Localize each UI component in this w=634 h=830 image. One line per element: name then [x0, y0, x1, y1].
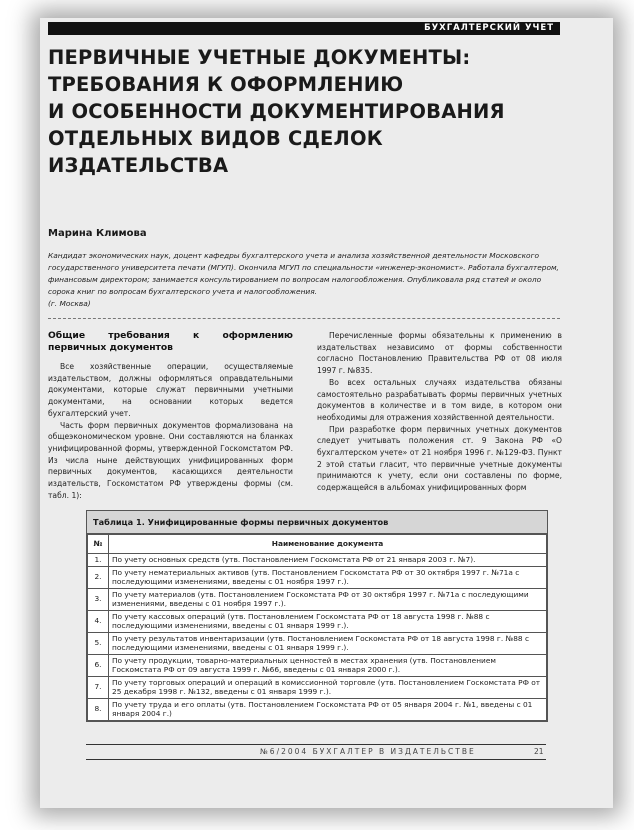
author-name: Марина Климова: [48, 228, 147, 239]
row-number: 7.: [88, 676, 109, 698]
table-header-row: [88, 535, 547, 554]
title-line: И ОСОБЕННОСТИ ДОКУМЕНТИРОВАНИЯ: [48, 100, 505, 123]
section-header: БУХГАЛТЕРСКИЙ УЧЕТ: [48, 22, 560, 35]
row-document: По учету материалов (утв. Постановлением Госкомстата РФ от 30 октября 1997 г. №71а с последующими изменениями, введены с 01 ноября 1997 г.).: [109, 588, 547, 610]
title-line: ОТДЕЛЬНЫХ ВИДОВ СДЕЛОК ИЗДАТЕЛЬСТВА: [48, 127, 383, 177]
row-document: По учету кассовых операций (утв. Постановлением Госкомстата РФ от 18 августа 1998 г. №88 с последующими изменениями, введены с 01 января 1999 г.).: [109, 610, 547, 632]
row-number: 2.: [88, 566, 109, 588]
page-number: 21: [534, 747, 544, 756]
paragraph: Перечисленные формы обязательны к применению в издательствах независимо от формы собственности согласно Постановлению Правительства РФ от 08 июля 1997 г. №835.: [317, 331, 562, 376]
row-document: По учету торговых операций и операций в комиссионной торговле (утв. Постановлением Госкомстата РФ от 25 декабря 1998 г. №132, введены с 01 января 1999 г.).: [109, 676, 547, 698]
table-row: [88, 566, 547, 588]
row-number: 4.: [88, 610, 109, 632]
article-title: [48, 44, 548, 179]
table-row: [88, 588, 547, 610]
row-document: По учету основных средств (утв. Постановлением Госкомстата РФ от 21 января 2003 г. №7).: [109, 554, 547, 567]
bio-city: (г. Москва): [48, 299, 91, 308]
section-subhead: Общие требования к оформлению первичных документов: [48, 330, 293, 353]
title-line: ПЕРВИЧНЫЕ УЧЕТНЫЕ ДОКУМЕНТЫ:: [48, 46, 471, 69]
author-bio: [48, 250, 560, 310]
left-column: [48, 330, 293, 501]
header-number: №: [88, 535, 109, 554]
table-row: [88, 654, 547, 676]
footer-issue: №6/2004 БУХГАЛТЕР В ИЗДАТЕЛЬСТВЕ: [260, 747, 476, 756]
right-column: [317, 330, 562, 494]
row-document: По учету труда и его оплаты (утв. Постановлением Госкомстата РФ от 05 января 2004 г. №1, введены с 01 января 2004 г.): [109, 698, 547, 720]
table-row: [88, 632, 547, 654]
table-row: [88, 610, 547, 632]
row-number: 1.: [88, 554, 109, 567]
title-line: ТРЕБОВАНИЯ К ОФОРМЛЕНИЮ: [48, 73, 404, 96]
row-document: По учету продукции, товарно-материальных ценностей в местах хранения (утв. Постановлением Госкомстата РФ от 09 августа 1999 г. №66, введены с 01 января 2000 г.).: [109, 654, 547, 676]
row-document: По учету нематериальных активов (утв. Постановлением Госкомстата РФ от 30 октября 1997 г. №71а с последующими изменениями, введены с 01 ноября 1997 г.).: [109, 566, 547, 588]
bio-text: Кандидат экономических наук, доцент кафедры бухгалтерского учета и анализа хозяйственной деятельности Московского государственного университета печати (МГУП). Окончила МГУП по специальности «инженер-экономист». Работала бухгалтером, финансовым директором; занимается консультированием по вопросам налогообложения. Опубликовала ряд статей и около сорока книг по вопросам бухгалтерского учета и налогообложения.: [48, 251, 559, 296]
paragraph: Все хозяйственные операции, осуществляемые издательством, должны оформляться оправдательными документами, которые служат первичными учетными документами, на основании которых ведется бухгалтерский учет.: [48, 362, 293, 418]
row-document: По учету результатов инвентаризации (утв. Постановлением Госкомстата РФ от 18 августа 1998 г. №88 с последующими изменениями, введены с 01 января 1999 г.).: [109, 632, 547, 654]
paragraph: Во всех остальных случаях издательства обязаны самостоятельно разрабатывать формы первичных учетных документов в количестве и в том виде, в котором они необходимы для отражения хозяйственной деятельности.: [317, 377, 562, 422]
table-grid: [87, 534, 547, 721]
table-title: Таблица 1. Унифицированные формы первичных документов: [87, 511, 547, 534]
paragraph: Часть форм первичных документов формализована на общеэкономическом уровне. Они составляются на бланках унифицированной формы, утвержденной Госкомстатом РФ. Из числа ныне действующих унифицированных форм первичных документов, касающихся деятельности издательств, Госкомстатом РФ утверждены формы (см. табл. 1):: [48, 420, 293, 500]
table-row: [88, 554, 547, 567]
dashed-divider: [48, 318, 560, 319]
header-document-name: Наименование документа: [109, 535, 547, 554]
row-number: 3.: [88, 588, 109, 610]
row-number: 5.: [88, 632, 109, 654]
paragraph: При разработке форм первичных учетных документов следует учитывать положения ст. 9 Закона РФ «О бухгалтерском учете» от 21 ноября 1996 г. №129-ФЗ. Пункт 2 этой статьи гласит, что первичные учетные документы принимаются к учету, если они составлены по форме, содержащейся в альбомах унифицированных форм: [317, 424, 562, 493]
table-row: [88, 698, 547, 720]
forms-table: [86, 510, 548, 722]
row-number: 6.: [88, 654, 109, 676]
row-number: 8.: [88, 698, 109, 720]
table-row: [88, 676, 547, 698]
